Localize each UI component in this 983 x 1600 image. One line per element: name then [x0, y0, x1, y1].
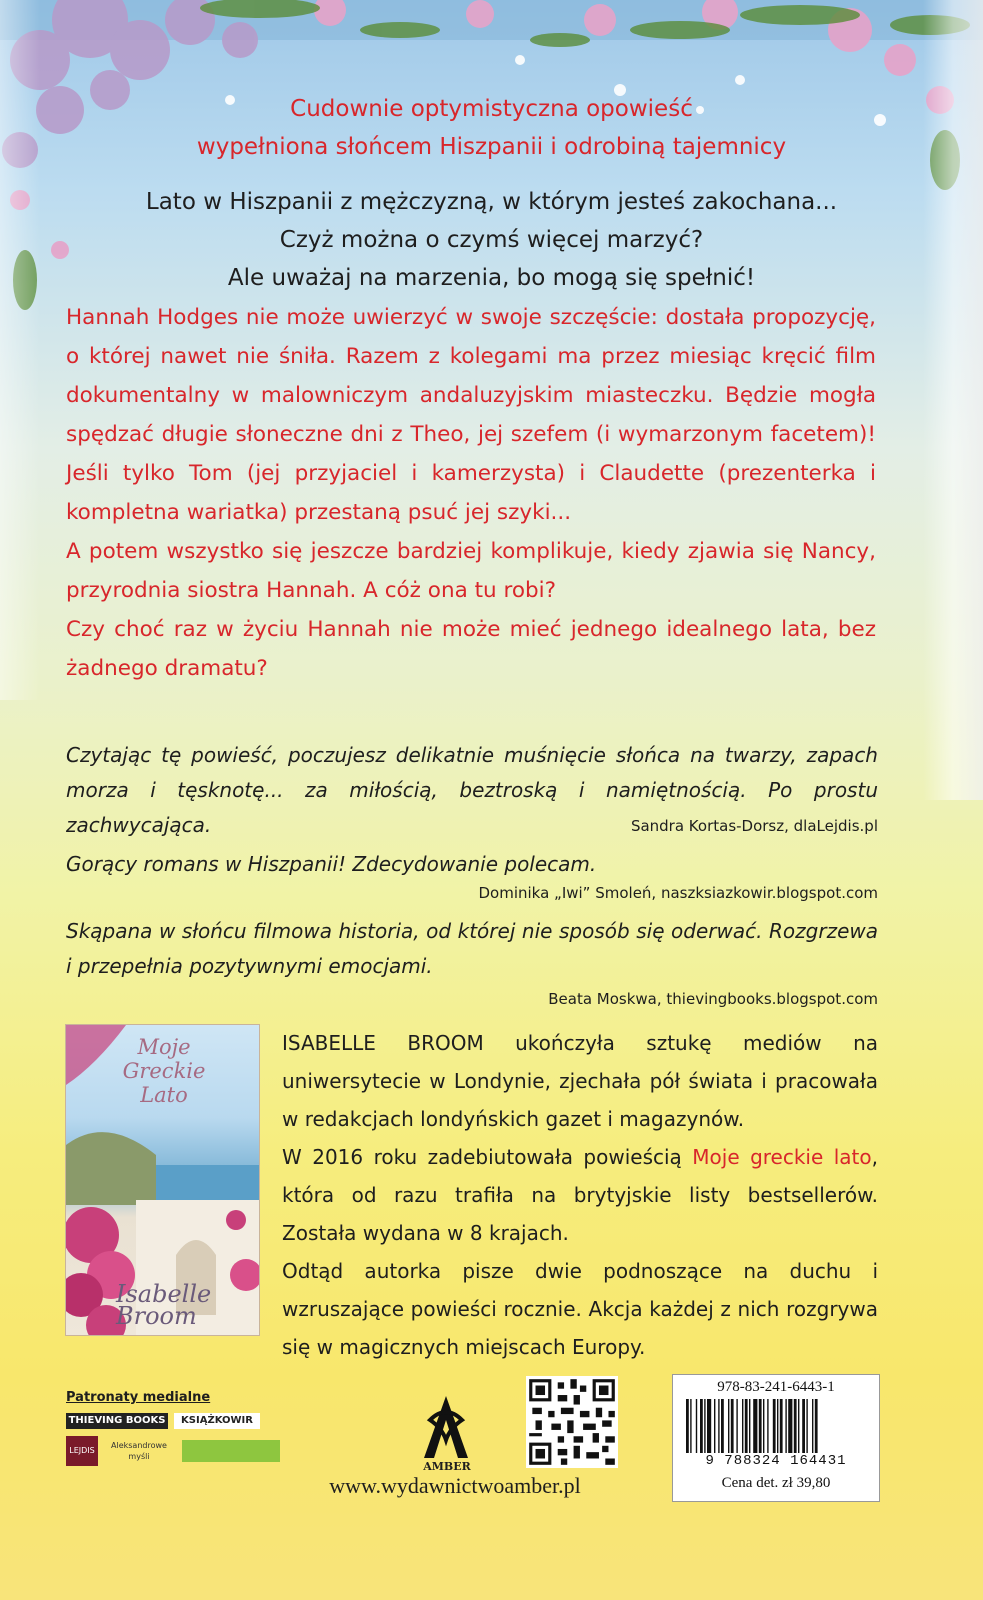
barcode-bar [798, 1399, 799, 1453]
teaser-line-1: Lato w Hiszpanii z mężczyzną, w którym jesteś zakochana... [145, 189, 838, 215]
mini-cover-author: Isabelle Broom [116, 1280, 212, 1330]
barcode-bar [707, 1399, 711, 1453]
barcode-bar [753, 1399, 757, 1453]
review-quote [66, 847, 878, 904]
bio-text: W 2016 roku zadebiutowała powieścią [282, 1145, 693, 1169]
author-bio [282, 1024, 878, 1366]
review-quote-text: Czytając tę powieść, poczujesz delikatnie muśnięcie słońca na twarzy, zapach morza i tęsknotę... za miłością, beztroską i namiętnością. Po prostu zachwycająca. [66, 743, 878, 837]
teaser [0, 183, 983, 297]
barcode-bar [806, 1399, 807, 1453]
blurb-paragraph-3: Czy choć raz w życiu Hannah nie może mieć jednego idealnego lata, bez żadnego dramatu? [66, 617, 876, 681]
barcode-bar [759, 1399, 762, 1453]
blurb-paragraph-1: Hannah Hodges nie może uwierzyć w swoje szczęście: dostała propozycję, o której nawet nie śniła. Razem z kolegami ma przez miesiąc kręcić film dokumentalny w malowniczym andaluzyjskim miasteczku. Będzie mogła spędzać długie słoneczne dni z Theo, jej szefem (i wymarzonym facetem)! Jeśli tylko Tom (jej przyjaciel i kamerzysta) i Claudette (prezenterka i kompletna wariatka) przestaną psuć jej szyki... [66, 305, 876, 525]
barcode [686, 1399, 866, 1453]
tagline-line-1: Cudownie optymistyczna opowieść [290, 96, 693, 122]
blurb-paragraph-2: A potem wszystko się jeszcze bardziej komplikuje, kiedy zjawia się Nancy, przyrodnia siostra Hannah. A cóż ona tu robi? [66, 539, 876, 603]
mini-cover-title: Moje Greckie Lato [122, 1035, 206, 1107]
barcode-bar [714, 1399, 715, 1453]
amber-publisher-logo [410, 1390, 482, 1470]
barcode-bar [690, 1399, 691, 1453]
barcode-bar [736, 1399, 737, 1453]
barcode-bar [749, 1399, 750, 1453]
ksiazkowir-logo: KSIĄŻKOWIR [174, 1413, 260, 1429]
barcode-bar [686, 1399, 689, 1453]
review-quote [66, 738, 878, 841]
barcode-bar [742, 1399, 743, 1453]
barcode-bar [788, 1399, 792, 1453]
barcode-bar [794, 1399, 797, 1453]
blurb [66, 298, 876, 688]
barcode-bar [704, 1399, 705, 1453]
previous-book-cover [65, 1024, 260, 1336]
barcode-bar [718, 1399, 719, 1453]
book-title-highlight: Moje greckie lato [692, 1145, 872, 1169]
barcode-bar [731, 1399, 734, 1453]
barcode-bar [812, 1399, 813, 1453]
barcode-bar [815, 1399, 818, 1453]
barcode-bar [763, 1399, 764, 1453]
barcode-bar [700, 1399, 703, 1453]
barcode-bar [728, 1399, 729, 1453]
publisher-name: AMBER [423, 1460, 471, 1473]
aleksandrowe-mysli-logo: Aleksandrowe myśli [111, 1441, 167, 1461]
barcode-bar [767, 1399, 768, 1453]
barcode-bar [785, 1399, 786, 1453]
media-patrons-title: Patronaty medialne [66, 1390, 211, 1405]
bio-text: , która od razu trafiła na brytyjskie listy bestsellerów. Została wydana w 8 krajach. [282, 1145, 878, 1245]
review-quote-source: Dominika „Iwi” Smoleń, naszksiazkowir.blogspot.com [478, 884, 878, 902]
teaser-line-2: Czyż można o czymś więcej marzyć? [279, 227, 704, 253]
barcode-bar [780, 1399, 783, 1453]
media-patrons [66, 1390, 286, 1405]
barcode-panel [672, 1374, 880, 1502]
thieving-books-logo: THIEVING BOOKS [66, 1413, 168, 1429]
review-quote-text: Gorący romans w Hiszpanii! Zdecydowanie polecam. [66, 852, 597, 876]
lejdis-logo: LEJDIS [66, 1436, 98, 1466]
qr-code [526, 1376, 618, 1468]
author-bio-paragraph-2 [282, 1138, 878, 1252]
barcode-bar [777, 1399, 778, 1453]
barcode-bar [721, 1399, 724, 1453]
review-quote [66, 914, 878, 1014]
barcode-bar [773, 1399, 776, 1453]
author-bio-paragraph-1: ISABELLE BROOM ukończyła sztukę mediów na uniwersytecie w Londynie, zjechała pół świata i pracowała w redakcjach londyńskich gazet i magazynów. [282, 1031, 878, 1131]
tagline [0, 90, 983, 166]
publisher-website: www.wydawnictwoamber.pl [329, 1473, 581, 1498]
review-quote-text: Skąpana w słońcu filmowa historia, od której nie sposób się oderwać. Rozgrzewa i przepełnia pozytywnymi emocjami. [66, 919, 878, 978]
barcode-bar [696, 1399, 697, 1453]
barcode-digits: 9 788324 164431 [705, 1453, 847, 1469]
tagline-line-2: wypełniona słońcem Hiszpanii i odrobiną tajemnicy [196, 134, 787, 160]
teaser-line-3: Ale uważaj na marzenia, bo mogą się spełnić! [227, 265, 756, 291]
review-quote-source: Sandra Kortas-Dorsz, dlaLejdis.pl [630, 817, 878, 835]
media-patron-logo [182, 1440, 280, 1462]
review-quote-source: Beata Moskwa, thievingbooks.blogspot.com [548, 990, 878, 1008]
barcode-bar [802, 1399, 805, 1453]
barcode-bar [745, 1399, 748, 1453]
price-label: Cena det. zł 39,80 [721, 1475, 831, 1491]
isbn-number: 978-83-241-6443-1 [717, 1379, 835, 1395]
author-bio-paragraph-3: Odtąd autorka pisze dwie podnoszące na duchu i wzruszające powieści rocznie. Akcja każdej z nich rozgrywa się w magicznych miejscach Europy. [282, 1259, 878, 1359]
